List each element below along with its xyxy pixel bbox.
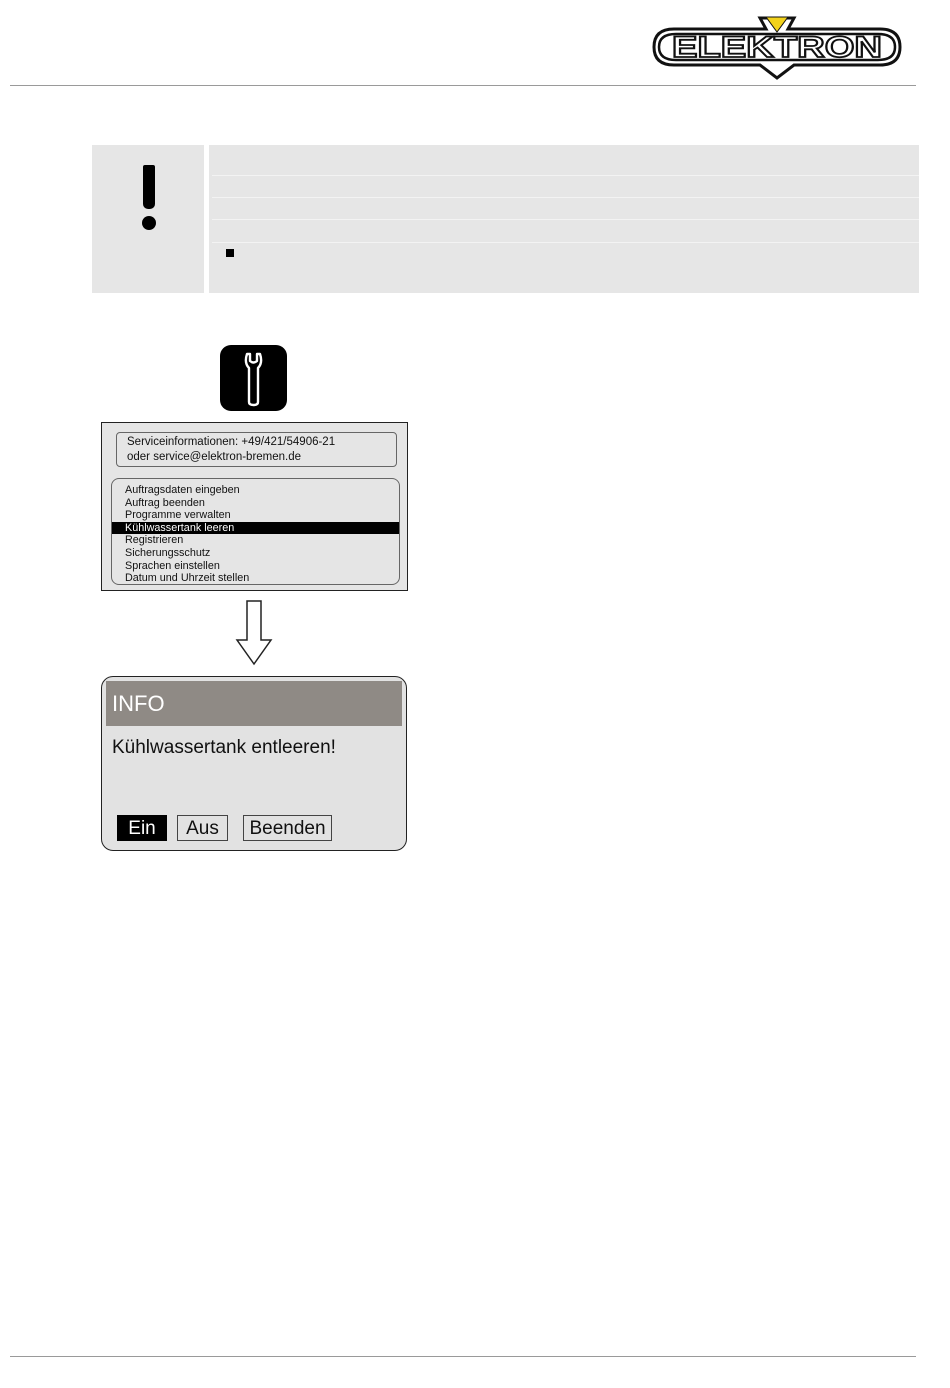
- notice-box: [92, 145, 919, 293]
- notice-icon-column: [92, 145, 204, 293]
- notice-text-line: [212, 219, 919, 220]
- header-rule: [10, 85, 916, 86]
- bullet-icon: [226, 249, 234, 257]
- menu-item-kuehlwassertank-leeren[interactable]: Kühlwassertank leeren: [112, 522, 399, 535]
- menu-item-auftrag-beenden[interactable]: Auftrag beenden: [125, 496, 205, 509]
- notice-text-line: [212, 175, 919, 176]
- menu-item-registrieren[interactable]: Registrieren: [125, 534, 184, 547]
- menu-item-sicherungsschutz[interactable]: Sicherungsschutz: [125, 546, 211, 559]
- off-button[interactable]: Aus: [177, 815, 228, 841]
- elektron-logo: [644, 12, 910, 82]
- exit-button[interactable]: Beenden: [243, 815, 332, 841]
- menu-item-sprachen-einstellen[interactable]: Sprachen einstellen: [125, 559, 220, 572]
- service-menu-list: [111, 478, 400, 585]
- info-dialog: [101, 676, 407, 851]
- notice-text-line: [212, 197, 919, 198]
- service-info-box: [116, 432, 397, 467]
- on-button[interactable]: Ein: [117, 815, 167, 841]
- service-menu-screen: [101, 422, 408, 591]
- service-info-email: oder service@elektron-bremen.de: [127, 451, 302, 463]
- notice-separator: [204, 145, 209, 293]
- notice-text-line: [212, 242, 919, 243]
- footer-rule: [10, 1356, 916, 1357]
- dialog-message: Kühlwassertank entleeren!: [112, 737, 336, 758]
- menu-item-datum-uhrzeit-stellen[interactable]: Datum und Uhrzeit stellen: [125, 572, 250, 585]
- logo-text: ELEKTRON: [672, 31, 882, 64]
- service-info-phone: Serviceinformationen: +49/421/54906-21: [127, 436, 336, 448]
- arrow-down-icon: [234, 600, 274, 666]
- menu-item-auftragsdaten-eingeben[interactable]: Auftragsdaten eingeben: [125, 484, 240, 496]
- exclamation-icon: [142, 165, 156, 235]
- wrench-icon[interactable]: [220, 345, 287, 411]
- menu-item-programme-verwalten[interactable]: Programme verwalten: [125, 509, 231, 522]
- dialog-title: INFO: [106, 681, 402, 726]
